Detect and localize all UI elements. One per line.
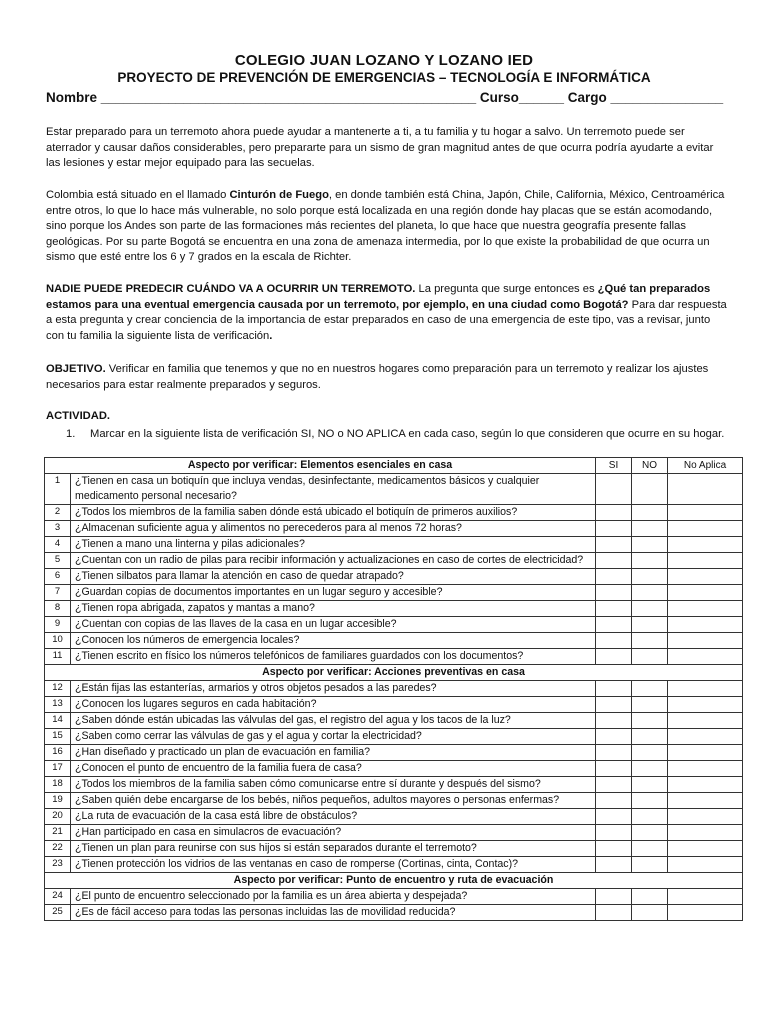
- row-number: 19: [45, 793, 71, 809]
- table-row: [45, 585, 743, 601]
- no-checkbox-cell[interactable]: [632, 697, 668, 713]
- table-row: [45, 841, 743, 857]
- si-checkbox-cell[interactable]: [596, 697, 632, 713]
- row-number: 23: [45, 857, 71, 873]
- row-question: ¿Cuentan con copias de las llaves de la casa en un lugar accesible?: [71, 617, 596, 633]
- table-row: [45, 713, 743, 729]
- objetivo-label: OBJETIVO.: [46, 363, 106, 375]
- no-checkbox-cell[interactable]: [632, 569, 668, 585]
- no-aplica-checkbox-cell[interactable]: [668, 601, 743, 617]
- table-row: [45, 474, 743, 505]
- no-aplica-checkbox-cell[interactable]: [668, 537, 743, 553]
- table-row: [45, 777, 743, 793]
- row-question: ¿Saben quién debe encargarse de los bebés, niños pequeños, adultos mayores o personas enfermas?: [71, 793, 596, 809]
- no-checkbox-cell[interactable]: [632, 745, 668, 761]
- school-title: COLEGIO JUAN LOZANO Y LOZANO IED: [234, 52, 534, 69]
- row-number: 15: [45, 729, 71, 745]
- table-row: [45, 825, 743, 841]
- nadie-heading: NADIE PUEDE PREDECIR CUÁNDO VA A OCURRIR UN TERREMOTO.: [46, 283, 416, 295]
- row-question: ¿Todos los miembros de la familia saben cómo comunicarse entre sí durante y después del sismo?: [71, 777, 596, 793]
- row-question: ¿Es de fácil acceso para todas las personas incluidas las de movilidad reducida?: [71, 905, 596, 921]
- nadie-question: ¿Qué tan preparados estamos para una eventual emergencia causada por un terremoto, por ejemplo, en una ciudad como Bogotá?: [46, 283, 711, 311]
- row-number: 8: [45, 601, 71, 617]
- no-aplica-checkbox-cell[interactable]: [668, 745, 743, 761]
- table-row: [45, 681, 743, 697]
- si-checkbox-cell[interactable]: [596, 633, 632, 649]
- si-checkbox-cell[interactable]: [596, 521, 632, 537]
- row-question: ¿Todos los miembros de la familia saben dónde está ubicado el botiquín de primeros auxilios?: [71, 505, 596, 521]
- no-checkbox-cell[interactable]: [632, 553, 668, 569]
- row-number: 14: [45, 713, 71, 729]
- row-number: 25: [45, 905, 71, 921]
- no-aplica-checkbox-cell[interactable]: [668, 809, 743, 825]
- colombia-text-before: Colombia está situado en el llamado: [46, 189, 230, 201]
- no-checkbox-cell[interactable]: [632, 521, 668, 537]
- no-aplica-checkbox-cell[interactable]: [668, 841, 743, 857]
- row-question: ¿Cuentan con un radio de pilas para recibir información y actualizaciones en caso de cortes de electricidad?: [71, 553, 596, 569]
- row-number: 2: [45, 505, 71, 521]
- si-checkbox-cell[interactable]: [596, 617, 632, 633]
- section-title: Aspecto por verificar: Punto de encuentro y ruta de evacuación: [45, 873, 743, 889]
- nadie-mid: La pregunta que surge entonces es: [415, 283, 598, 295]
- no-checkbox-cell[interactable]: [632, 649, 668, 665]
- colombia-text-after: , en donde también está China, Japón, Chile, California, México, Centroamérica entre otros, lo que lo hace más vulnerable, no solo porque está localizada en una región donde hay placas que se están acomodando, sino porque los Andes son parte de las formaciones más recientes del planeta, lo que hace que nuestra geografía presente fallas geológicas. Por su parte Bogotá se encuentra en una zona de amenaza intermedia, por lo que existe la probabilidad de que ocurra un sismo que esté entre los 6 y 7 grados en la escala de Richter.: [46, 189, 725, 264]
- row-number: 11: [45, 649, 71, 665]
- si-checkbox-cell[interactable]: [596, 905, 632, 921]
- row-question: ¿Tienen en casa un botiquín que incluya vendas, desinfectante, medicamentos básicos y cualquier medicamento personal necesario?: [71, 474, 596, 505]
- table-row: [45, 537, 743, 553]
- row-number: 4: [45, 537, 71, 553]
- row-number: 9: [45, 617, 71, 633]
- si-checkbox-cell[interactable]: [596, 825, 632, 841]
- row-number: 18: [45, 777, 71, 793]
- si-checkbox-cell[interactable]: [596, 681, 632, 697]
- name-course-role-line: Nombre __________________________________________________ Curso______ Cargo _______________: [46, 90, 724, 105]
- row-question: ¿Tienen ropa abrigada, zapatos y mantas a mano?: [71, 601, 596, 617]
- row-number: 7: [45, 585, 71, 601]
- row-question: ¿Conocen los números de emergencia locales?: [71, 633, 596, 649]
- no-checkbox-cell[interactable]: [632, 825, 668, 841]
- si-checkbox-cell[interactable]: [596, 889, 632, 905]
- row-number: 17: [45, 761, 71, 777]
- no-aplica-checkbox-cell[interactable]: [668, 649, 743, 665]
- no-checkbox-cell[interactable]: [632, 729, 668, 745]
- actividad-title: ACTIVIDAD.: [46, 410, 111, 422]
- table-row: [45, 521, 743, 537]
- no-aplica-checkbox-cell[interactable]: [668, 729, 743, 745]
- objetivo-text: Verificar en familia que tenemos y que no en nuestros hogares como preparación para un terremoto y realizar los ajustes necesarios para estar realmente preparados y seguros.: [46, 363, 709, 391]
- si-checkbox-cell[interactable]: [596, 729, 632, 745]
- table-row: [45, 697, 743, 713]
- row-question: ¿Conocen el punto de encuentro de la familia fuera de casa?: [71, 761, 596, 777]
- nadie-period: .: [269, 329, 273, 342]
- no-aplica-checkbox-cell[interactable]: [668, 713, 743, 729]
- table-row: [45, 857, 743, 873]
- no-checkbox-cell[interactable]: [632, 633, 668, 649]
- no-aplica-column-header: No Aplica: [668, 458, 743, 474]
- table-row: [45, 905, 743, 921]
- si-checkbox-cell[interactable]: [596, 793, 632, 809]
- no-checkbox-cell[interactable]: [632, 601, 668, 617]
- row-question: ¿Conocen los lugares seguros en cada habitación?: [71, 697, 596, 713]
- no-checkbox-cell[interactable]: [632, 713, 668, 729]
- no-checkbox-cell[interactable]: [632, 905, 668, 921]
- verification-checklist-table: [44, 457, 743, 921]
- si-checkbox-cell[interactable]: [596, 585, 632, 601]
- no-aplica-checkbox-cell[interactable]: [668, 681, 743, 697]
- no-aplica-checkbox-cell[interactable]: [668, 777, 743, 793]
- no-checkbox-cell[interactable]: [632, 889, 668, 905]
- si-checkbox-cell[interactable]: [596, 601, 632, 617]
- no-checkbox-cell[interactable]: [632, 841, 668, 857]
- row-question: ¿Tienen un plan para reunirse con sus hijos si están separados durante el terremoto?: [71, 841, 596, 857]
- no-aplica-checkbox-cell[interactable]: [668, 617, 743, 633]
- no-aplica-checkbox-cell[interactable]: [668, 585, 743, 601]
- no-aplica-checkbox-cell[interactable]: [668, 825, 743, 841]
- no-aplica-checkbox-cell[interactable]: [668, 761, 743, 777]
- table-row: [45, 553, 743, 569]
- row-number: 5: [45, 553, 71, 569]
- no-aplica-checkbox-cell[interactable]: [668, 474, 743, 505]
- row-question: ¿Tienen protección los vidrios de las ventanas en caso de romperse (Cortinas, cinta, Contac)?: [71, 857, 596, 873]
- row-question: ¿Saben dónde están ubicadas las válvulas del gas, el registro del agua y los tacos de la luz?: [71, 713, 596, 729]
- no-checkbox-cell[interactable]: [632, 681, 668, 697]
- row-number: 3: [45, 521, 71, 537]
- row-number: 20: [45, 809, 71, 825]
- no-checkbox-cell[interactable]: [632, 505, 668, 521]
- row-number: 24: [45, 889, 71, 905]
- objetivo-paragraph: [46, 362, 730, 393]
- colombia-paragraph: [46, 188, 730, 266]
- no-aplica-checkbox-cell[interactable]: [668, 697, 743, 713]
- si-checkbox-cell[interactable]: [596, 809, 632, 825]
- intro-paragraph: Estar preparado para un terremoto ahora puede ayudar a mantenerte a ti, a tu familia y tu hogar a salvo. Un terremoto puede ser aterrador y causar daños considerables, pero prepararte para un sismo de gran magnitud antes de que ocurra podría ayudarte a evitar las lesiones y estar mejor equipado para las secuelas.: [46, 126, 714, 170]
- no-aplica-checkbox-cell[interactable]: [668, 521, 743, 537]
- si-checkbox-cell[interactable]: [596, 474, 632, 505]
- si-checkbox-cell[interactable]: [596, 745, 632, 761]
- si-checkbox-cell[interactable]: [596, 713, 632, 729]
- table-row: [45, 745, 743, 761]
- table-row: [45, 649, 743, 665]
- no-aplica-checkbox-cell[interactable]: [668, 505, 743, 521]
- section-header-row: [45, 665, 743, 681]
- row-question: ¿Almacenan suficiente agua y alimentos no perecederos para al menos 72 horas?: [71, 521, 596, 537]
- si-checkbox-cell[interactable]: [596, 649, 632, 665]
- no-checkbox-cell[interactable]: [632, 617, 668, 633]
- row-question: ¿Tienen escrito en físico los números telefónicos de familiares guardados con los documentos?: [71, 649, 596, 665]
- section-header-row: [45, 458, 743, 474]
- no-aplica-checkbox-cell[interactable]: [668, 889, 743, 905]
- table-row: [45, 809, 743, 825]
- row-question: ¿Guardan copias de documentos importantes en un lugar seguro y accesible?: [71, 585, 596, 601]
- nadie-paragraph: [46, 282, 730, 344]
- table-row: [45, 617, 743, 633]
- table-row: [45, 601, 743, 617]
- table-row: [45, 889, 743, 905]
- si-checkbox-cell[interactable]: [596, 569, 632, 585]
- table-row: [45, 633, 743, 649]
- no-aplica-checkbox-cell[interactable]: [668, 793, 743, 809]
- actividad-item-number: 1.: [66, 428, 76, 440]
- si-checkbox-cell[interactable]: [596, 777, 632, 793]
- no-aplica-checkbox-cell[interactable]: [668, 905, 743, 921]
- no-aplica-checkbox-cell[interactable]: [668, 569, 743, 585]
- row-number: 12: [45, 681, 71, 697]
- section-title: Aspecto por verificar: Elementos esenciales en casa: [45, 458, 596, 474]
- si-checkbox-cell[interactable]: [596, 761, 632, 777]
- no-checkbox-cell[interactable]: [632, 761, 668, 777]
- si-checkbox-cell[interactable]: [596, 553, 632, 569]
- row-question: ¿La ruta de evacuación de la casa está libre de obstáculos?: [71, 809, 596, 825]
- no-checkbox-cell[interactable]: [632, 585, 668, 601]
- no-aplica-checkbox-cell[interactable]: [668, 553, 743, 569]
- si-checkbox-cell[interactable]: [596, 505, 632, 521]
- project-title: PROYECTO DE PREVENCIÓN DE EMERGENCIAS – TECNOLOGÍA E INFORMÁTICA: [117, 70, 651, 85]
- no-checkbox-cell[interactable]: [632, 793, 668, 809]
- row-number: 1: [45, 474, 71, 505]
- row-question: ¿Han participado en casa en simulacros de evacuación?: [71, 825, 596, 841]
- no-checkbox-cell[interactable]: [632, 857, 668, 873]
- no-checkbox-cell[interactable]: [632, 777, 668, 793]
- table-row: [45, 761, 743, 777]
- row-question: ¿Han diseñado y practicado un plan de evacuación en familia?: [71, 745, 596, 761]
- no-checkbox-cell[interactable]: [632, 809, 668, 825]
- section-title: Aspecto por verificar: Acciones preventivas en casa: [45, 665, 743, 681]
- table-row: [45, 569, 743, 585]
- row-question: ¿Tienen a mano una linterna y pilas adicionales?: [71, 537, 596, 553]
- row-question: ¿Tienen silbatos para llamar la atención en caso de quedar atrapado?: [71, 569, 596, 585]
- si-checkbox-cell[interactable]: [596, 537, 632, 553]
- actividad-item-text: Marcar en la siguiente lista de verificación SI, NO o NO APLICA en cada caso, según lo que consideren que ocurre en su hogar.: [90, 428, 725, 440]
- row-question: ¿Están fijas las estanterías, armarios y otros objetos pesados a las paredes?: [71, 681, 596, 697]
- table-row: [45, 505, 743, 521]
- row-number: 6: [45, 569, 71, 585]
- no-column-header: NO: [632, 458, 668, 474]
- row-number: 22: [45, 841, 71, 857]
- row-number: 13: [45, 697, 71, 713]
- no-aplica-checkbox-cell[interactable]: [668, 857, 743, 873]
- si-checkbox-cell[interactable]: [596, 841, 632, 857]
- row-number: 21: [45, 825, 71, 841]
- row-number: 10: [45, 633, 71, 649]
- nadie-after: Para dar respuesta a esta pregunta y crear conciencia de la importancia de estar preparados en caso de una emergencia de este tipo, vas a revisar, junto con tu familia la siguiente lista de verificación: [46, 298, 727, 342]
- no-aplica-checkbox-cell[interactable]: [668, 633, 743, 649]
- si-checkbox-cell[interactable]: [596, 857, 632, 873]
- no-checkbox-cell[interactable]: [632, 537, 668, 553]
- row-number: 16: [45, 745, 71, 761]
- table-row: [45, 793, 743, 809]
- cinturon-de-fuego: Cinturón de Fuego: [229, 189, 329, 201]
- no-checkbox-cell[interactable]: [632, 474, 668, 505]
- row-question: ¿El punto de encuentro seleccionado por la familia es un área abierta y despejada?: [71, 889, 596, 905]
- row-question: ¿Saben como cerrar las válvulas de gas y el agua y cortar la electricidad?: [71, 729, 596, 745]
- table-row: [45, 729, 743, 745]
- si-column-header: SI: [596, 458, 632, 474]
- section-header-row: [45, 873, 743, 889]
